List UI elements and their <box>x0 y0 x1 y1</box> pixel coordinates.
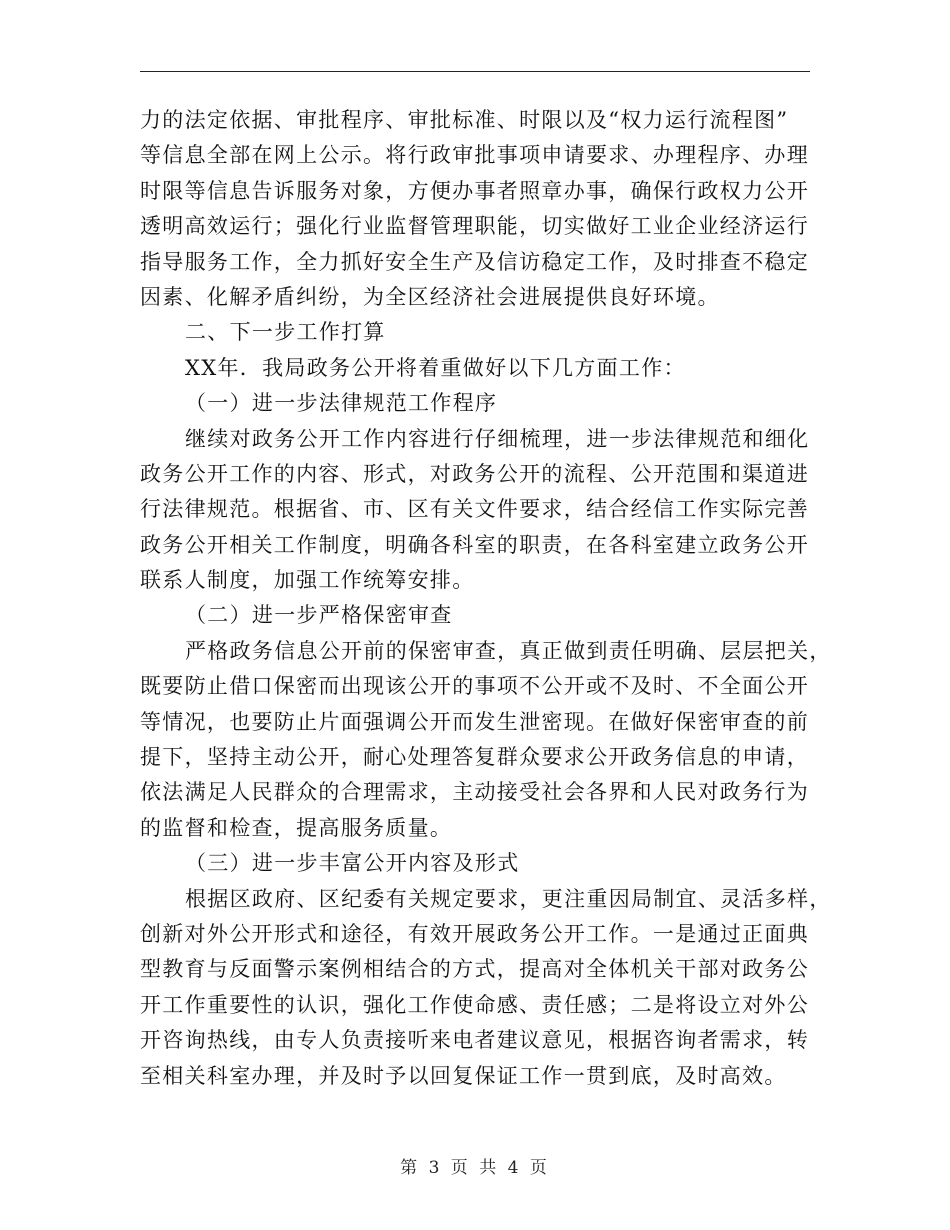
text-line: 依法满足人民群众的合理需求，主动接受社会各界和人民对政务行为 <box>140 780 809 805</box>
text-line: 型教育与反面警示案例相结合的方式，提高对全体机关干部对政务公 <box>140 957 809 982</box>
text-line: 继续对政务公开工作内容进行仔细梳理，进一步法律规范和细化 <box>185 426 810 451</box>
text-line: 政务公开工作的内容、形式，对政务公开的流程、公开范围和渠道进 <box>140 461 809 486</box>
text-line: 至相关科室办理，并及时予以回复保证工作一贯到底，及时高效。 <box>140 1063 787 1088</box>
header-rule <box>140 71 810 72</box>
text-line: 提下，坚持主动公开，耐心处理答复群众要求公开政务信息的申请， <box>140 745 809 770</box>
text-line: 力的法定依据、审批程序、审批标准、时限以及“权力运行流程图” <box>140 108 789 132</box>
text-line: 透明高效运行；强化行业监督管理职能，切实做好工业企业经济运行 <box>140 214 809 239</box>
text-line: 严格政务信息公开前的保密审查，真正做到责任明确、层层把关， <box>185 638 832 663</box>
page-number-footer: 第 3 页 共 4 页 <box>400 1158 550 1178</box>
body-text <box>140 103 832 1094</box>
text-line: 开工作重要性的认识，强化工作使命感、责任感；二是将设立对外公 <box>140 992 809 1017</box>
text-line: 政务公开相关工作制度，明确各科室的职责，在各科室建立政务公开 <box>140 532 809 557</box>
text-line: 时限等信息告诉服务对象，方便办事者照章办事，确保行政权力公开 <box>140 178 809 203</box>
text-line: 等情况，也要防止片面强调公开而发生泄密现。在做好保密审查的前 <box>140 709 809 734</box>
section-heading: 二、下一步工作打算 <box>185 320 386 345</box>
text-line: 的监督和检查，提高服务质量。 <box>140 815 453 840</box>
text-line: 开咨询热线，由专人负责接听来电者建议意见，根据咨询者需求，转 <box>140 1028 809 1053</box>
text-line: 行法律规范。根据省、市、区有关文件要求，结合经信工作实际完善 <box>140 497 809 522</box>
text-line: 等信息全部在网上公示。将行政审批事项申请要求、办理程序、办理 <box>140 143 809 168</box>
text-line: 既要防止借口保密而出现该公开的事项不公开或不及时、不全面公开 <box>140 674 809 699</box>
text-line: XX年．我局政务公开将着重做好以下几方面工作： <box>185 355 686 380</box>
text-line: 联系人制度，加强工作统筹安排。 <box>140 568 475 593</box>
subsection-heading: （二）进一步严格保密审查 <box>185 603 453 628</box>
text-line: 因素、化解矛盾纠纷，为全区经济社会进展提供良好环境。 <box>140 284 720 309</box>
text-line: 创新对外公开形式和途径，有效开展政务公开工作。一是通过正面典 <box>140 921 809 946</box>
subsection-heading: （一）进一步法律规范工作程序 <box>185 391 498 416</box>
subsection-heading: （三）进一步丰富公开内容及形式 <box>185 851 520 876</box>
text-line: 指导服务工作，全力抓好安全生产及信访稳定工作，及时排查不稳定 <box>140 249 809 274</box>
text-line: 根据区政府、区纪委有关规定要求，更注重因局制宜、灵活多样， <box>185 886 832 911</box>
